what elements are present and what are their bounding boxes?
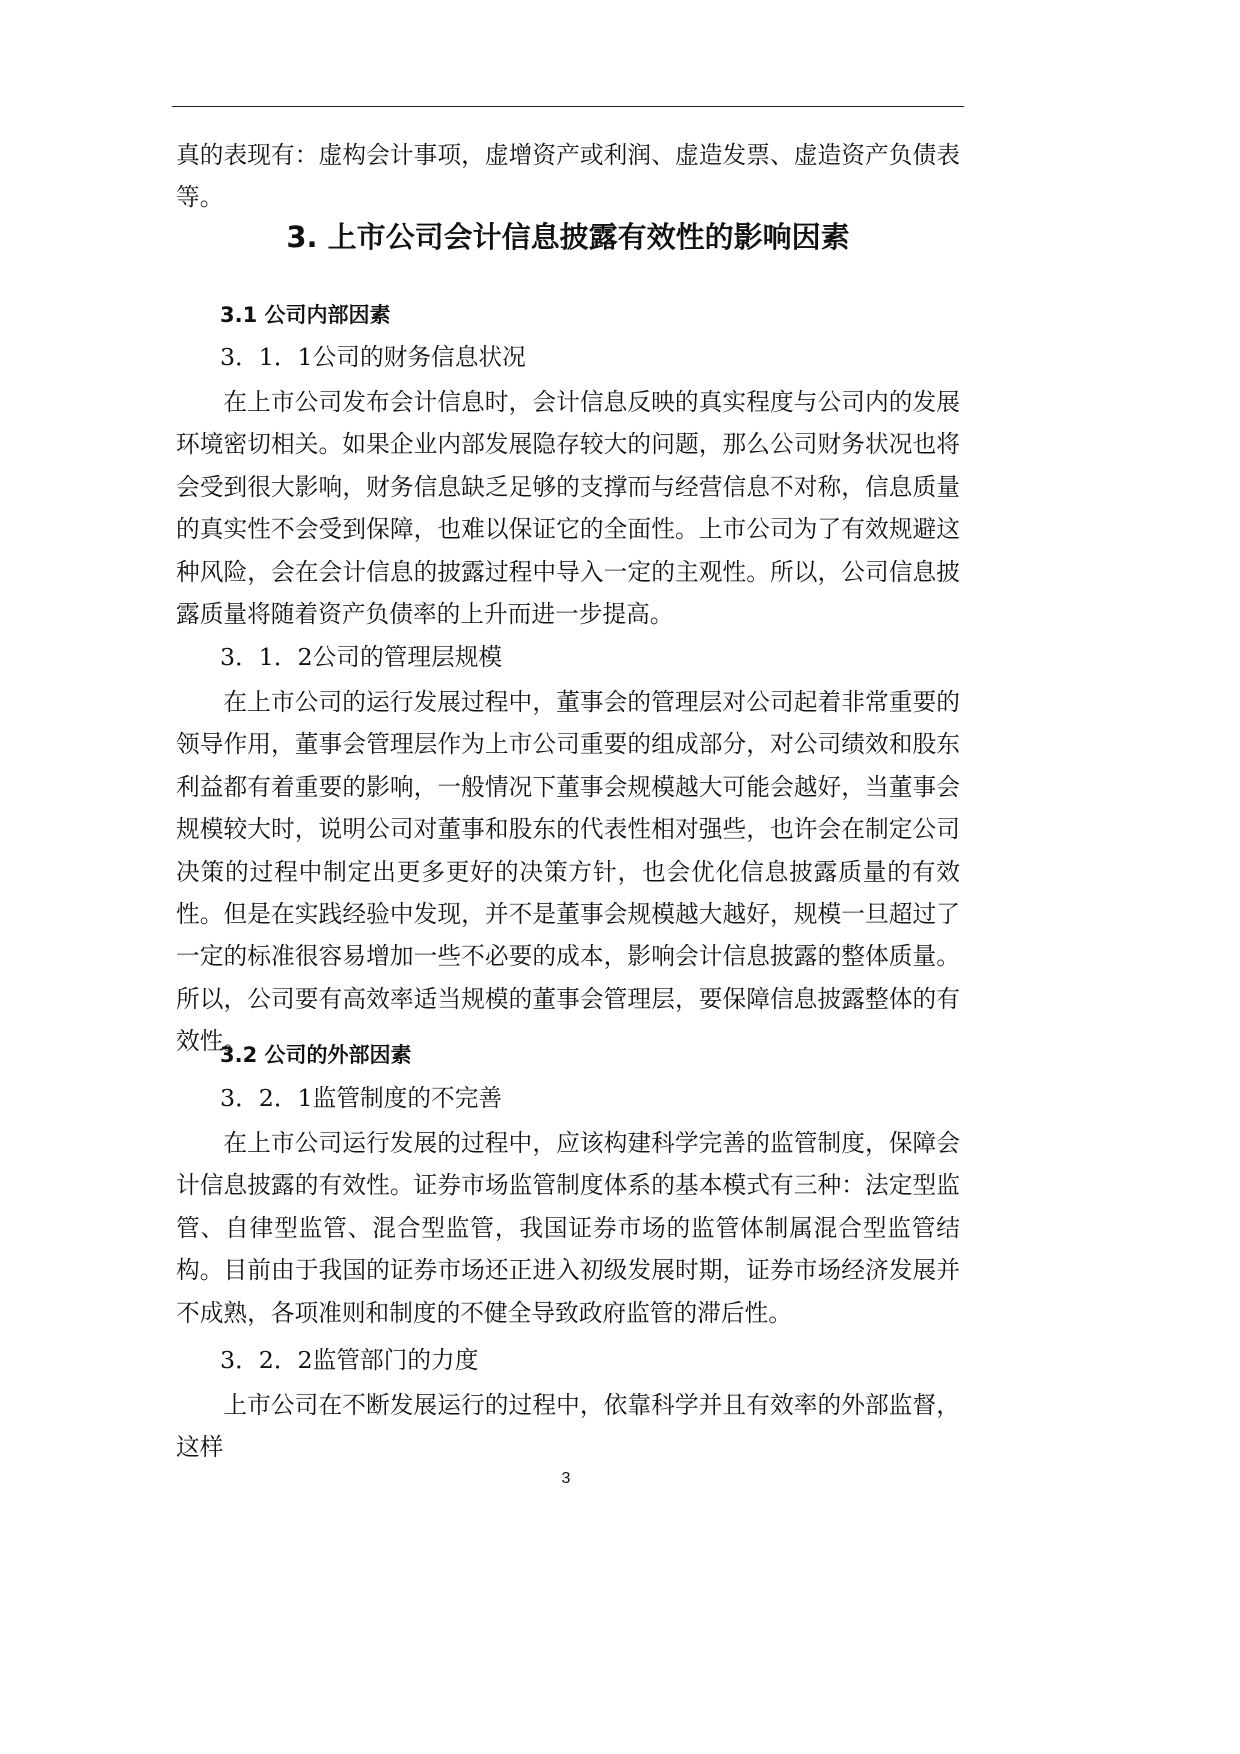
subsection-heading-3-2-1: 3．2．1监管制度的不完善	[220, 1084, 503, 1112]
section-heading-3-1: 3.1 公司内部因素	[220, 303, 391, 327]
continuation-paragraph: 真的表现有：虚构会计事项，虚增资产或利润、虚造发票、虚造资产负债表等。	[176, 141, 960, 212]
paragraph-3-2-1: 在上市公司运行发展的过程中，应该构建科学完善的监管制度，保障会计信息披露的有效性。证券市场监管制度体系的基本模式有三种：法定型监管、自律型监管、混合型监管，我国证券市场的监管体制属混合型监管结构。目前由于我国的证券市场还正进入初级发展时期，证券市场经济发展并不成熟，各项准则和制度的不健全导致政府监管的滞后性。	[176, 1129, 960, 1327]
paragraph-3-1-1: 在上市公司发布会计信息时，会计信息反映的真实程度与公司内的发展环境密切相关。如果企业内部发展隐存较大的问题，那么公司财务状况也将会受到很大影响，财务信息缺乏足够的支撑而与经营信息不对称，信息质量的真实性不会受到保障，也难以保证它的全面性。上市公司为了有效规避这种风险，会在会计信息的披露过程中导入一定的主观性。所以，公司信息披露质量将随着资产负债率的上升而进一步提高。	[176, 388, 960, 629]
header-rule	[172, 106, 964, 107]
section-heading-3-2: 3.2 公司的外部因素	[220, 1043, 412, 1067]
page-number: 3	[561, 1470, 571, 1487]
subsection-heading-3-1-1: 3．1．1公司的财务信息状况	[220, 343, 526, 371]
subsection-heading-3-2-2: 3．2．2监管部门的力度	[220, 1346, 479, 1374]
chapter-title: 3. 上市公司会计信息披露有效性的影响因素	[286, 220, 850, 254]
paragraph-3-2-2: 上市公司在不断发展运行的过程中，依靠科学并且有效率的外部监督，这样	[176, 1391, 960, 1462]
paragraph-3-1-2: 在上市公司的运行发展过程中，董事会的管理层对公司起着非常重要的领导作用，董事会管理层作为上市公司重要的组成部分，对公司绩效和股东利益都有着重要的影响，一般情况下董事会规模越大可能会越好，当董事会规模较大时，说明公司对董事和股东的代表性相对强些，也许会在制定公司决策的过程中制定出更多更好的决策方针，也会优化信息披露质量的有效性。但是在实践经验中发现，并不是董事会规模越大越好，规模一旦超过了一定的标准很容易增加一些不必要的成本，影响会计信息披露的整体质量。所以，公司要有高效率适当规模的董事会管理层，要保障信息披露整体的有效性。	[176, 688, 960, 1056]
subsection-heading-3-1-2: 3．1．2公司的管理层规模	[220, 643, 503, 671]
